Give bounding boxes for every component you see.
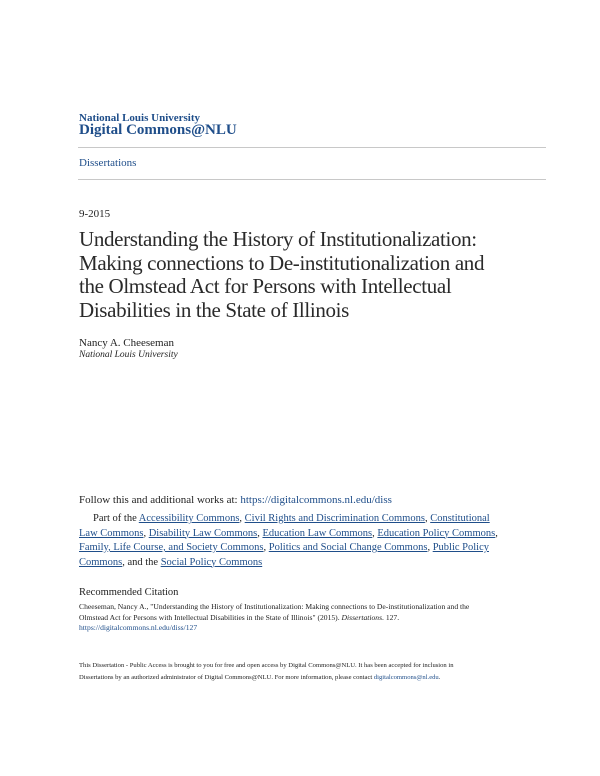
- notice-line: [79, 672, 539, 684]
- citation-line: [79, 613, 539, 624]
- contact-email-link[interactable]: digitalcommons@nl.edu: [373, 673, 439, 681]
- commons-link[interactable]: Disability Law Commons: [148, 527, 258, 539]
- commons-link-continued[interactable]: Law Commons: [79, 527, 144, 539]
- commons-link[interactable]: Education Law Commons: [262, 527, 373, 539]
- commons-link[interactable]: [430, 513, 490, 524]
- document-title: [79, 228, 547, 322]
- title-line: Making connections to De-institutionalization and: [79, 250, 485, 275]
- part-of-prefix: Part of the: [93, 513, 139, 524]
- notice-text: Dissertations by an authorized administrator of Digital Commons@NLU. For more information, please contact: [79, 673, 374, 681]
- notice-end: .: [438, 673, 441, 681]
- commons-link-continued[interactable]: Commons: [79, 556, 123, 568]
- publication-date: 9-2015: [79, 208, 111, 220]
- commons-link[interactable]: Education Policy Commons: [377, 527, 496, 539]
- author-name: Nancy A. Cheeseman: [79, 337, 174, 349]
- and-the-text: , and the: [122, 556, 161, 568]
- header-divider: [78, 147, 546, 148]
- collection-link[interactable]: https://digitalcommons.nl.edu/diss: [240, 494, 392, 506]
- title-line: Understanding the History of Institutionalization:: [79, 227, 477, 251]
- citation-heading: Recommended Citation: [79, 587, 179, 598]
- citation-number: . 127.: [382, 612, 400, 622]
- notice-line: This Dissertation - Public Access is brought to you for free and open access by Digital Commons@NLU. It has been accepted for inclusion in: [79, 662, 454, 669]
- breadcrumb-dissertations[interactable]: Dissertations: [79, 157, 137, 169]
- commons-link[interactable]: Civil Rights and Discrimination Commons: [244, 513, 425, 524]
- citation-line: Cheeseman, Nancy A., "Understanding the History of Institutionalization: Making connections to De-institutionalization and the: [79, 602, 470, 611]
- university-name: National Louis University: [79, 112, 201, 124]
- title-line: the Olmstead Act for Persons with Intellectual: [79, 274, 452, 298]
- author-affiliation: National Louis University: [79, 350, 178, 360]
- site-name[interactable]: Digital Commons@NLU: [79, 122, 237, 138]
- part-of-line: Part of the Accessibility Commons, Civil Rights and Discrimination Commons, Constitutional: [93, 513, 490, 524]
- commons-link[interactable]: Politics and Social Change Commons: [268, 542, 428, 553]
- commons-link-part: Constitutional: [430, 513, 490, 524]
- citation-series: Dissertations: [341, 612, 383, 622]
- commons-link[interactable]: Family, Life Course, and Society Commons: [79, 542, 264, 553]
- access-notice: [79, 660, 539, 683]
- follow-line: [79, 494, 392, 506]
- citation-text: Olmstead Act for Persons with Intellectual Disabilities in the State of Illinois" (2015).: [79, 612, 342, 622]
- title-line: Disabilities in the State of Illinois: [79, 297, 349, 322]
- citation-body: [79, 602, 539, 634]
- breadcrumb-divider: [78, 179, 546, 180]
- part-of-commons: [79, 512, 519, 570]
- follow-prefix: Follow this and additional works at:: [79, 494, 241, 506]
- commons-link[interactable]: Accessibility Commons: [138, 513, 240, 524]
- commons-link[interactable]: Social Policy Commons: [160, 556, 263, 568]
- commons-link[interactable]: Public Policy: [432, 542, 489, 553]
- part-of-line: [79, 556, 519, 571]
- citation-line: [79, 623, 539, 634]
- part-of-line: Law Commons, Disability Law Commons, Education Law Commons, Education Policy Commons,: [79, 527, 498, 539]
- part-of-line: Family, Life Course, and Society Commons, Politics and Social Change Commons, Public Policy: [79, 542, 489, 553]
- citation-url[interactable]: https://digitalcommons.nl.edu/diss/127: [79, 623, 198, 632]
